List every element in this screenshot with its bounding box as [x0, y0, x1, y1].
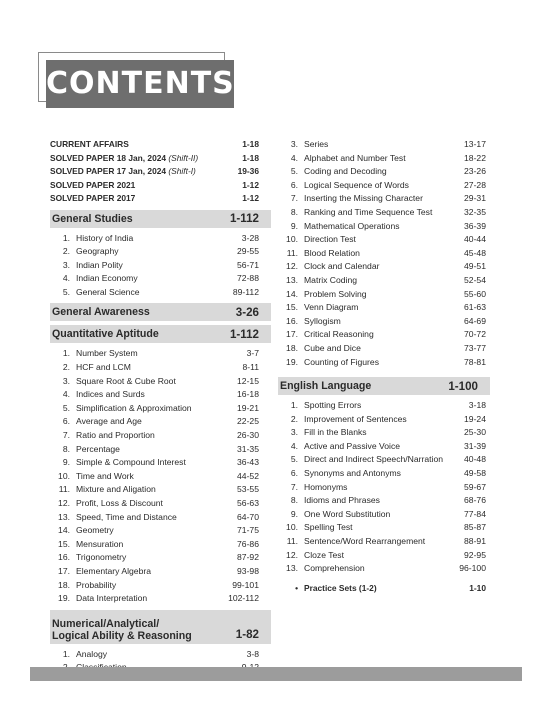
- entry-label: One Word Substitution: [304, 508, 391, 519]
- section-title: Numerical/Analytical/ Logical Ability & Reasoning: [52, 617, 192, 642]
- entry-label: Practice Sets (1-2): [304, 582, 377, 593]
- entry-pages: 1-18: [242, 152, 259, 163]
- section-title: General Awareness: [52, 306, 150, 319]
- entry-label: Speed, Time and Distance: [76, 511, 177, 522]
- entry-pages: 40-44: [464, 234, 486, 245]
- entry-label: Inserting the Missing Character: [304, 193, 423, 204]
- entry-pages: 31-35: [237, 443, 259, 454]
- entry-number: 11.: [58, 484, 70, 495]
- entry-pages: 3-7: [246, 348, 259, 359]
- toc-entry[interactable]: [278, 342, 490, 356]
- entry-number: 13.: [58, 511, 70, 522]
- toc-entry[interactable]: [50, 388, 271, 402]
- toc-entry-solved-paper-17-jan[interactable]: [50, 165, 271, 179]
- entry-pages: 76-86: [237, 538, 259, 549]
- toc-entry[interactable]: [50, 456, 271, 470]
- entry-pages: 3-8: [246, 648, 259, 659]
- toc-entry-solved-paper-2021[interactable]: [50, 179, 271, 193]
- entry-pages: 36-43: [237, 457, 259, 468]
- entry-label: Coding and Decoding: [304, 166, 387, 177]
- entry-number: 16.: [58, 552, 70, 563]
- entry-label: Problem Solving: [304, 288, 367, 299]
- reasoning-list-right: [278, 138, 490, 369]
- entry-number: 6.: [62, 416, 70, 427]
- entry-pages: 1-10: [469, 582, 486, 593]
- toc-entry[interactable]: [278, 233, 490, 247]
- entry-pages: 13-17: [464, 139, 486, 149]
- entry-number: 5.: [290, 454, 298, 465]
- entry-number: 15.: [286, 302, 298, 313]
- toc-entry[interactable]: [278, 399, 490, 413]
- section-title: General Studies: [52, 212, 133, 225]
- toc-entry[interactable]: [278, 220, 490, 234]
- entry-label: SOLVED PAPER 17 Jan, 2024 (Shift-I): [50, 166, 196, 176]
- entry-number: 5.: [62, 402, 70, 413]
- entry-label: Logical Sequence of Words: [304, 179, 409, 190]
- entry-pages: 40-48: [464, 454, 486, 465]
- entry-number: 14.: [58, 525, 70, 536]
- entry-label: Indian Polity: [76, 259, 123, 270]
- entry-number: 9.: [62, 457, 70, 468]
- toc-left-column: [50, 138, 271, 675]
- page-title: CONTENTS: [46, 60, 234, 108]
- section-pages: 1-100: [448, 379, 478, 393]
- entry-number: 14.: [286, 288, 298, 299]
- section-general-awareness[interactable]: [50, 303, 271, 321]
- english-list: [278, 399, 490, 576]
- entry-pages: 26-30: [237, 430, 259, 441]
- entry-pages: 29-55: [237, 246, 259, 257]
- toc-entry[interactable]: [278, 549, 490, 563]
- entry-pages: 19-36: [237, 166, 259, 176]
- entry-label: Mathematical Operations: [304, 220, 400, 231]
- entry-number: 18.: [58, 579, 70, 590]
- entry-label: Idioms and Phrases: [304, 495, 380, 506]
- entry-label: Simplification & Approximation: [76, 402, 192, 413]
- entry-number: 11.: [286, 536, 298, 547]
- toc-entry[interactable]: [50, 286, 271, 300]
- entry-number: 10.: [58, 470, 70, 481]
- entry-label: Ratio and Proportion: [76, 430, 155, 441]
- entry-label: Alphabet and Number Test: [304, 152, 406, 163]
- entry-pages: 36-39: [464, 220, 486, 231]
- toc-entry[interactable]: [278, 301, 490, 315]
- entry-pages: 85-87: [464, 522, 486, 533]
- entry-label: Number System: [76, 348, 138, 359]
- toc-entry[interactable]: [50, 402, 271, 416]
- entry-label: General Science: [76, 286, 140, 297]
- entry-pages: 56-63: [237, 498, 259, 508]
- entry-label: Indices and Surds: [76, 389, 145, 400]
- entry-pages: 71-75: [237, 525, 259, 536]
- toc-entry[interactable]: [50, 648, 271, 662]
- bullet-icon: •: [295, 582, 298, 593]
- entry-number: 9.: [290, 508, 298, 519]
- entry-pages: 25-30: [464, 427, 486, 438]
- toc-entry[interactable]: [50, 375, 271, 389]
- toc-entry-solved-paper-2017[interactable]: [50, 192, 271, 206]
- entry-label: HCF and LCM: [76, 362, 131, 373]
- entry-label: Profit, Loss & Discount: [76, 498, 163, 508]
- entry-pages: 53-55: [237, 484, 259, 495]
- entry-pages: 16-18: [237, 389, 259, 400]
- entry-number: 11.: [286, 247, 298, 258]
- entry-label: History of India: [76, 232, 134, 243]
- toc-entry[interactable]: [50, 415, 271, 429]
- general-studies-list: [50, 232, 271, 300]
- entry-pages: 1-12: [242, 193, 259, 203]
- entry-pages: 3-18: [468, 400, 486, 411]
- entry-number: 7.: [62, 430, 70, 441]
- toc-entry[interactable]: [278, 535, 490, 549]
- section-title: Quantitative Aptitude: [52, 328, 159, 341]
- entry-number: 10.: [286, 522, 298, 533]
- toc-entry[interactable]: [278, 467, 490, 481]
- entry-number: 1.: [290, 400, 298, 411]
- toc-entry[interactable]: [278, 356, 490, 370]
- section-quantitative-aptitude[interactable]: [50, 325, 271, 343]
- entry-number: 3.: [290, 427, 298, 438]
- entry-number: 4.: [62, 273, 70, 284]
- toc-entry[interactable]: [278, 413, 490, 427]
- entry-number: 17.: [286, 329, 298, 340]
- entry-pages: 102-112: [228, 593, 259, 604]
- entry-number: 4.: [290, 440, 298, 451]
- toc-entry[interactable]: [278, 179, 490, 193]
- entry-label: Data Interpretation: [76, 593, 148, 604]
- toc-entry[interactable]: [278, 152, 490, 166]
- entry-label: Blood Relation: [304, 247, 360, 258]
- contents-heading: [38, 52, 234, 108]
- entry-label: SOLVED PAPER 18 Jan, 2024 (Shift-II): [50, 152, 199, 163]
- entry-pages: 61-63: [464, 302, 486, 313]
- entry-pages: 89-112: [232, 286, 259, 297]
- entry-label: Spotting Errors: [304, 400, 362, 411]
- toc-entry[interactable]: [278, 494, 490, 508]
- entry-pages: 29-31: [464, 193, 486, 204]
- entry-label: Active and Passive Voice: [304, 440, 401, 451]
- entry-number: 19.: [286, 356, 298, 367]
- entry-label: Indian Economy: [76, 273, 138, 284]
- toc-entry[interactable]: [50, 347, 271, 361]
- toc-entry[interactable]: [50, 497, 271, 511]
- entry-number: 13.: [286, 563, 298, 574]
- entry-pages: 93-98: [237, 565, 259, 576]
- toc-entry[interactable]: [278, 206, 490, 220]
- entry-number: 2.: [62, 246, 70, 257]
- toc-entry[interactable]: [50, 443, 271, 457]
- entry-label: Syllogism: [304, 315, 341, 326]
- toc-entry[interactable]: [50, 483, 271, 497]
- footer-bar: [30, 667, 522, 681]
- quantitative-list: [50, 347, 271, 605]
- entry-label: Cube and Dice: [304, 342, 361, 353]
- toc-right-column: [278, 138, 490, 596]
- entry-pages: 88-91: [464, 536, 486, 547]
- toc-entry[interactable]: [50, 565, 271, 579]
- toc-entry-current-affairs[interactable]: [50, 138, 271, 152]
- toc-entry[interactable]: [50, 592, 271, 606]
- entry-number: 8.: [62, 443, 70, 454]
- entry-number: 7.: [290, 193, 298, 204]
- toc-entry[interactable]: [278, 288, 490, 302]
- entry-pages: 72-88: [237, 273, 259, 284]
- entry-number: 8.: [290, 206, 298, 217]
- entry-pages: 31-39: [464, 440, 486, 451]
- toc-entry[interactable]: [50, 524, 271, 538]
- entry-number: 9.: [290, 220, 298, 231]
- section-pages: 1-82: [235, 627, 259, 641]
- toc-entry[interactable]: [278, 328, 490, 342]
- entry-label: CURRENT AFFAIRS: [50, 139, 129, 149]
- entry-label: Series: [304, 139, 329, 149]
- entry-label: Probability: [76, 579, 117, 590]
- entry-number: 4.: [62, 389, 70, 400]
- entry-pages: 68-76: [464, 495, 486, 506]
- entry-pages: 8-11: [242, 362, 259, 373]
- toc-entry[interactable]: [50, 259, 271, 273]
- toc-entry[interactable]: [278, 508, 490, 522]
- entry-pages: 96-100: [459, 563, 486, 574]
- entry-label: Comprehension: [304, 563, 365, 574]
- entry-label: Sentence/Word Rearrangement: [304, 536, 426, 547]
- section-pages: 1-112: [229, 212, 259, 225]
- entry-pages: 3-28: [241, 232, 259, 243]
- section-reasoning[interactable]: [50, 610, 271, 644]
- entry-label: Geography: [76, 246, 119, 257]
- entry-number: 18.: [286, 342, 298, 353]
- entry-number: 19.: [58, 593, 70, 604]
- entry-pages: 45-48: [464, 247, 486, 258]
- section-pages: 1-112: [229, 327, 259, 341]
- entry-label: Critical Reasoning: [304, 329, 374, 340]
- entry-number: 1.: [62, 648, 70, 659]
- entry-number: 12.: [58, 498, 70, 508]
- entry-number: 6.: [290, 468, 298, 479]
- entry-label: Synonyms and Antonyms: [304, 468, 401, 479]
- entry-number: 16.: [286, 315, 298, 326]
- entry-label: Venn Diagram: [304, 302, 359, 313]
- section-pages: 3-26: [235, 305, 259, 319]
- entry-number: 12.: [286, 549, 298, 560]
- entry-label: Spelling Test: [304, 522, 353, 533]
- toc-entry[interactable]: [278, 260, 490, 274]
- entry-number: 13.: [286, 274, 298, 285]
- entry-pages: 99-101: [232, 579, 259, 590]
- toc-entry-solved-paper-18-jan[interactable]: [50, 152, 271, 166]
- section-title: English Language: [280, 380, 372, 393]
- toc-entry[interactable]: [50, 579, 271, 593]
- entry-pages: 73-77: [464, 342, 486, 353]
- toc-entry[interactable]: [50, 245, 271, 259]
- entry-number: 2.: [62, 362, 70, 373]
- entry-number: 12.: [286, 261, 298, 272]
- entry-label: Square Root & Cube Root: [76, 375, 176, 386]
- entry-pages: 27-28: [464, 179, 486, 190]
- entry-pages: 56-71: [237, 259, 259, 270]
- entry-label: Elementary Algebra: [76, 565, 151, 576]
- toc-entry[interactable]: [278, 315, 490, 329]
- entry-label: Improvement of Sentences: [304, 413, 407, 424]
- entry-number: 10.: [286, 234, 298, 245]
- entry-pages: 92-95: [464, 549, 486, 560]
- entry-pages: 49-58: [464, 468, 486, 479]
- entry-number: 3.: [62, 259, 70, 270]
- toc-entry[interactable]: [50, 511, 271, 525]
- entry-pages: 32-35: [464, 206, 486, 217]
- entry-number: 7.: [290, 481, 298, 492]
- entry-number: 5.: [62, 286, 70, 297]
- entry-pages: 19-21: [237, 402, 259, 413]
- entry-pages: 59-67: [464, 481, 486, 492]
- toc-entry[interactable]: [50, 470, 271, 484]
- toc-entry[interactable]: [50, 551, 271, 565]
- toc-entry[interactable]: [50, 232, 271, 246]
- entry-pages: 23-26: [464, 166, 486, 177]
- toc-entry[interactable]: [278, 138, 490, 152]
- entry-pages: 64-70: [237, 511, 259, 522]
- entry-pages: 22-25: [237, 416, 259, 427]
- entry-label: Matrix Coding: [304, 274, 358, 285]
- entry-number: 1.: [62, 232, 70, 243]
- entry-label: Time and Work: [76, 470, 134, 481]
- entry-label: Direct and Indirect Speech/Narration: [304, 454, 444, 465]
- entry-label: Cloze Test: [304, 549, 344, 560]
- entry-label: Fill in the Blanks: [304, 427, 367, 438]
- entry-label: SOLVED PAPER 2021: [50, 179, 136, 190]
- entry-label: SOLVED PAPER 2017: [50, 193, 136, 203]
- entry-number: 2.: [290, 413, 298, 424]
- entry-label: Clock and Calendar: [304, 261, 380, 272]
- toc-entry[interactable]: [278, 247, 490, 261]
- entry-number: 1.: [62, 348, 70, 359]
- entry-number: 17.: [58, 565, 70, 576]
- entry-label: Homonyms: [304, 481, 348, 492]
- entry-pages: 1-12: [242, 179, 259, 190]
- entry-label: Counting of Figures: [304, 356, 379, 367]
- toc-entry[interactable]: [278, 274, 490, 288]
- entry-number: 3.: [62, 375, 70, 386]
- entry-pages: 19-24: [464, 413, 486, 424]
- toc-entry[interactable]: [50, 429, 271, 443]
- toc-entry[interactable]: [278, 562, 490, 576]
- toc-entry[interactable]: [278, 426, 490, 440]
- entry-pages: 44-52: [237, 470, 259, 481]
- entry-number: 4.: [290, 152, 298, 163]
- entry-label: Mensuration: [76, 538, 124, 549]
- entry-label: Average and Age: [76, 416, 142, 427]
- entry-pages: 12-15: [237, 375, 259, 386]
- entry-label: Simple & Compound Interest: [76, 457, 186, 468]
- toc-entry[interactable]: [50, 361, 271, 375]
- toc-entry[interactable]: [278, 521, 490, 535]
- toc-entry[interactable]: [278, 453, 490, 467]
- entry-label: Percentage: [76, 443, 120, 454]
- entry-pages: 64-69: [464, 315, 486, 326]
- toc-entry[interactable]: [50, 538, 271, 552]
- entry-pages: 49-51: [464, 261, 486, 272]
- entry-label: Geometry: [76, 525, 114, 536]
- toc-entry[interactable]: [278, 192, 490, 206]
- entry-number: 8.: [290, 495, 298, 506]
- entry-pages: 87-92: [237, 552, 259, 563]
- entry-number: 15.: [58, 538, 70, 549]
- toc-entry[interactable]: [278, 440, 490, 454]
- toc-entry-practice-sets[interactable]: [278, 580, 490, 596]
- entry-pages: 55-60: [464, 288, 486, 299]
- entry-label: Ranking and Time Sequence Test: [304, 206, 433, 217]
- toc-entry[interactable]: [278, 481, 490, 495]
- entry-label: Mixture and Aligation: [76, 484, 156, 495]
- entry-pages: 1-18: [242, 139, 259, 149]
- entry-pages: 78-81: [464, 356, 486, 367]
- entry-label: Analogy: [76, 648, 108, 659]
- entry-number: 6.: [290, 179, 298, 190]
- entry-label: Trigonometry: [76, 552, 127, 563]
- entry-number: 5.: [290, 166, 298, 177]
- toc-entry[interactable]: [278, 165, 490, 179]
- entry-pages: 52-54: [464, 274, 486, 285]
- entry-number: 3.: [290, 139, 298, 149]
- section-english-language[interactable]: [278, 377, 490, 395]
- entry-label: Direction Test: [304, 234, 356, 245]
- section-general-studies[interactable]: [50, 210, 271, 228]
- entry-pages: 18-22: [464, 152, 486, 163]
- entry-pages: 70-72: [464, 329, 486, 340]
- entry-pages: 77-84: [464, 508, 486, 519]
- toc-entry[interactable]: [50, 272, 271, 286]
